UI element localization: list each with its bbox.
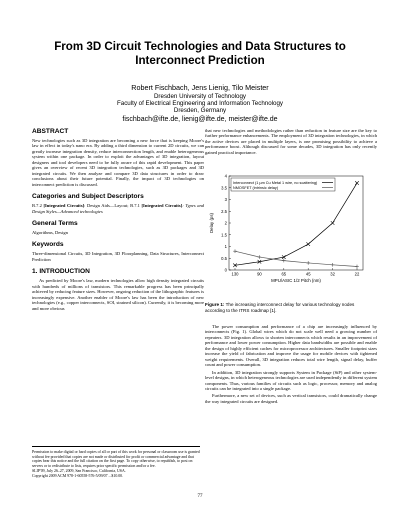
y-tick-label: 2 [224,220,227,226]
right-column-bottom [205,324,377,404]
series-point-2 [258,255,262,259]
author-block [20,84,380,124]
y-tick-label: 3 [224,197,227,203]
x-tick-label: 130 [231,271,239,277]
x-tick-label: 45 [305,271,311,277]
affiliation-city: Dresden, Germany [173,107,227,115]
paragraph-power: The power consumption and performance of a chip are increasingly influenced by interconnects (Fig. 1). Global wires which do not scale well need a growing number of repeaters. 3D integration allows to shorten interconnects which results in an improvement of performance and lower power consumption. Higher data bandwidths are possible and enable the design of highly efficient caches for microprocessor architectures. Smaller footprint sizes increase the yield of fabrication and improve the usage for mobile devices with tightened weight requirements. Overall, 3D integration reduces total wire length, signal delay, buffer count and power consumption. [205,324,377,368]
y-tick-label: 1.5 [221,232,227,238]
abstract-heading: ABSTRACT [32,128,69,135]
category-code: B.7.2 [32,203,44,209]
series-point-2 [233,249,237,253]
category-bold-1: [Integrated Circuits] [43,203,85,209]
categories-text [32,203,204,214]
affiliation-university: Dresden University of Technology [153,92,247,100]
introduction-heading: 1. INTRODUCTION [32,268,90,276]
x-tick-label: 22 [354,271,360,277]
paragraph-sip: In addition, 3D integration strongly supports System in Package (SiP) and other system-level designs, in which heterogeneous technologies are used independently in different system components. Thus, various families of circuits such as logic, processor, memory and analog circuits can be integrated into a single package. [205,369,377,391]
introduction-text: As predicted by Moore's law, modern technologies allow high density integrated circuits with hundreds of millions of transistors. This remarkable progress has been principally achieved by reducing feature sizes. However, ongoing reduction of the lithographic features is increasingly expensive. Another enabler of Moore's law has been the introduction of new technologies (e.g., copper interconnects, SOI, strained silicon). Currently, it is becoming more and more obvious [32,278,204,311]
keywords-heading: Keywords [32,241,64,249]
delay-chart [205,170,375,290]
y-tick-label: 0.5 [221,255,227,261]
y-tick-label: 2.5 [221,208,227,214]
intro-continuation: that new technologies and methodologies rather than reduction in feature size are the key to further performance enhancements. The employment of 3D integration technologies, in which the active devices are placed in multiple layers, is one promising possibility to achieve a performance boost. Although discussed for some decades, 3D integration has only recently gained practical importance. [205,128,377,155]
y-axis-label: Delay (ps) [209,212,214,234]
keywords-text: Three-dimensional Circuits, 3D Integration, 3D Floorplanning, Data Structures, Interconnect Prediction [32,251,204,262]
copyright-notice [32,446,200,478]
series-point-1 [355,181,359,185]
legend-label-2: NMOSFET (intrinsic delay) [233,185,279,190]
copyright-permission: Permission to make digital or hard copies of all or part of this work for personal or classroom use is granted without fee provided that copies are not made or distributed for profit or commercial advantage and that copies bear this notice and the full citation on the first page. To copy otherwise, to republish, to post on servers or to redistribute to lists, requires prior specific permission and/or a fee. [32,450,200,469]
y-tick-label: 0 [224,267,227,273]
series-point-1 [306,242,310,246]
x-tick-label: 90 [257,271,262,277]
paper-title: From 3D Circuit Technologies and Data Structures to Interconnect Prediction [54,40,346,67]
author-emails: fischbach@ifte.de, lienig@ifte.de, meister@ifte.de [122,115,278,123]
y-tick-label: 1 [224,244,227,250]
caption-text: The increasing interconnect delay for various technology nodes according to the ITRS roadmap [1]. [205,302,355,313]
series-point-2 [282,259,286,263]
series-point-2 [331,263,335,267]
series-line-2 [235,251,357,266]
paragraph-devices: Furthermore, a new set of devices, such as vertical transistors, could dramatically change the way integrated circuits are designed. [205,393,377,404]
y-tick-label: 4 [224,173,227,179]
abstract-text: New technologies such as 3D integration are becoming a new force that is keeping Moore's law in effect in today's nano era. By adding a third dimension to current 2D circuits, we can greatly increase integration density, reduce interconnection length, and enable heterogeneous system within one package. In order to exploit the advantages of 3D integration, layout designers and tool developers need to be fully aware of this rapid development. This paper gives an overview of recent 3D integration technologies, such as 3D packages and 3D integrated circuits. We then analyze and compare 3D data structures in order to draw conclusions about their future potential. Finally, the impact of 3D technologies on interconnect prediction is discussed. [32,138,204,187]
affiliation-faculty: Faculty of Electrical Engineering and Information Technology [116,99,283,107]
general-terms-text: Algorithms, Design [32,229,68,235]
page-number: 77 [197,494,203,499]
legend-label-1: Interconnect (1 µm Cu Metal 1 wire, no scattering) [233,180,318,185]
right-column-top [205,128,377,155]
y-tick-label: 3.5 [221,185,227,191]
copyright-venue: SLIP'09, July 26–27, 2009, San Francisco, California, USA. [32,468,126,473]
category-rest-1: : Design Aids—Layout; B.7.1 [84,203,140,209]
x-tick-label: 32 [330,271,335,277]
figure-1 [205,170,375,290]
author-names: Robert Fischbach, Jens Lienig, Tilo Meister [131,83,269,92]
left-column [32,128,204,311]
categories-heading: Categories and Subject Descriptors [32,193,144,201]
caption-label: Figure 1: [205,302,225,307]
series-point-2 [355,265,359,269]
x-tick-label: 65 [281,271,287,277]
category-bold-2: [Integrated Circuits] [141,203,183,209]
series-point-1 [331,221,335,225]
copyright-acm: Copyright 2009 ACM 978-1-60558-576-5/09/07 ...$10.00. [32,473,124,478]
general-terms-heading: General Terms [32,219,78,227]
category-rest-2: : Types and Design Styles—Advanced technologies [32,203,205,214]
x-axis-label: MPU/ASIC 1/2 Pitch (nm) [271,278,321,283]
series-point-2 [306,261,310,265]
figure-caption [205,302,375,313]
